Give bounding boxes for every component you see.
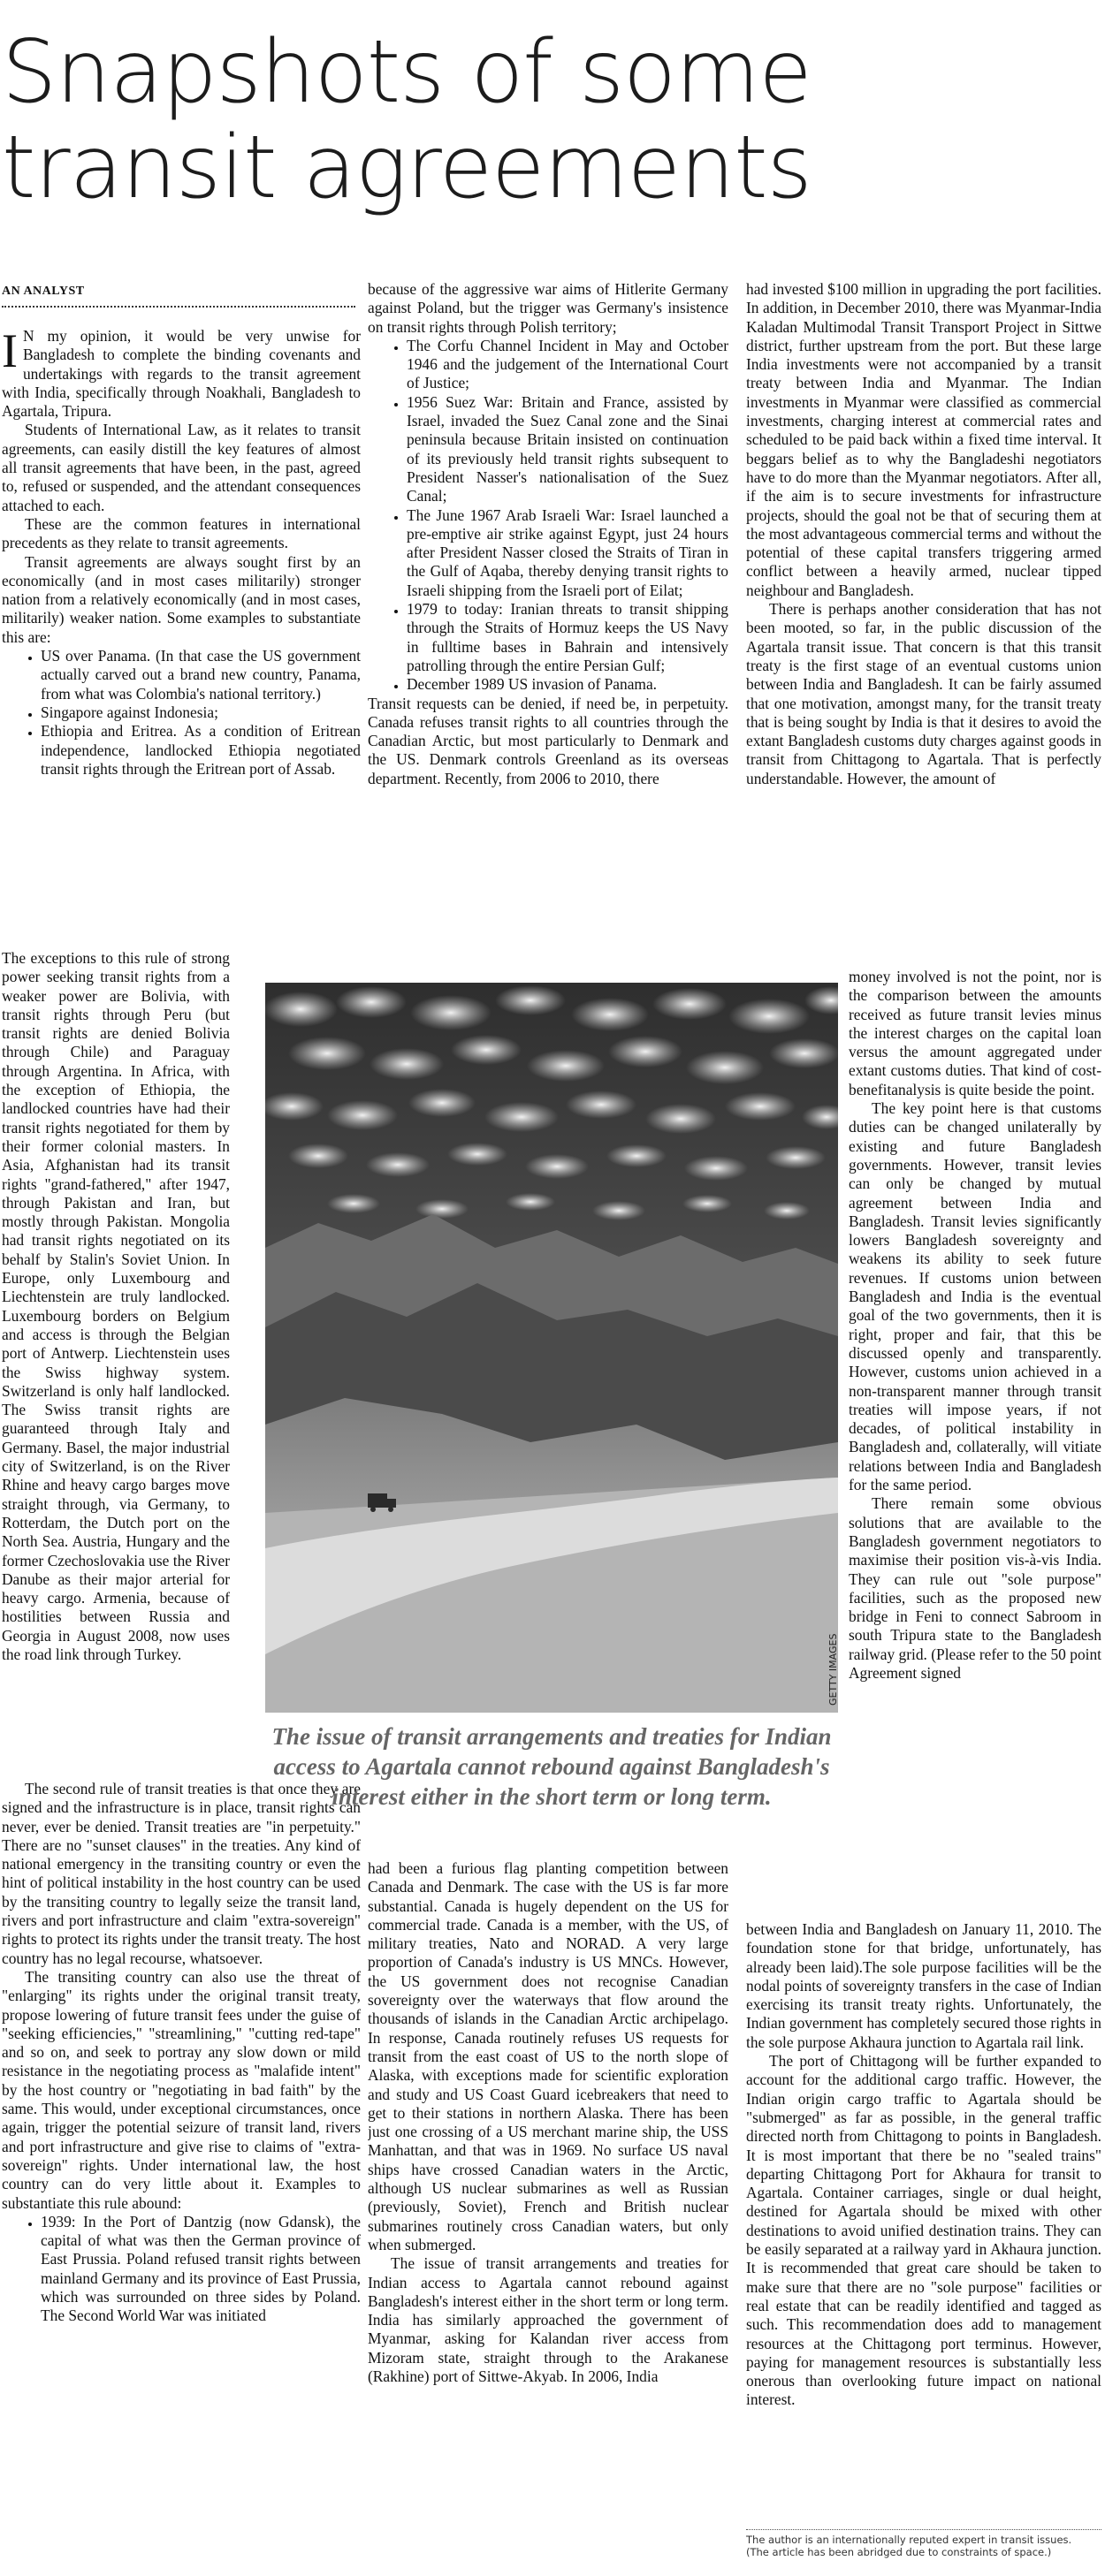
- headline: Snapshots of some transit agreements: [2, 22, 812, 218]
- paragraph: had been a furious flag planting competition between Canada and Denmark. The case with the US is far more substantial. Canada is hugely dependent on the US for commercial trade. Canada is a member, with the US, of military treaties, Nato and NORAD. A very large proportion of Canada's industry is US MNCs. However, the US government does not recognise Canadian sovereignty over the waterways that flow around the thousands of islands in the Canadian Arctic archipelago. In response, Canada routinely refuses US requests for transit from the east coast of US to the north slope of Alaska, with exceptions made for scientific exploration and study and US Coast Guard icebreakers that need to get to their stations in northern Alaska. There has been just one crossing of a US merchant marine ship, the USS Manhattan, and that was in 1969. No surface US naval ships have crossed Canadian waters in the Arctic, although US nuclear submarines as well as Russian (previously, Soviet), French and British nuclear submarines routinely cross Canadian waters, but only when submerged.: [368, 1859, 728, 2253]
- column-3-middle: [849, 968, 1101, 1920]
- column-3-top: [746, 280, 1101, 968]
- paragraph: The second rule of transit treaties is that once they are signed and the infrastructure is in place, transit rights can never, ever be denied. Transit treaties are "in perpetuity." There are no "sunset clauses" in the treaties. Any kind of national emergency in the transiting country or even the hint of political instability in the host country can be used by the transiting country to legally seize the transit land, rivers and port infrastructure and claim "extra-sovereign" rights to protect its rights under the transit treaty. The host country has no legal recourse, whatsoever.: [2, 1780, 361, 1967]
- abridged-note-line: (The article has been abridged due to constraints of space.): [746, 2546, 1052, 2558]
- paragraph: because of the aggressive war aims of Hitlerite Germany against Poland, but the trigger was Germany's insistence on transit rights through Polish territory;: [368, 280, 728, 336]
- paragraph: Transit agreements are always sought first by an economically (and in most cases militarily) stronger nation from a relatively economically (and in most cases, militarily) weaker nation. Some examples to substantiate this are:: [2, 552, 361, 646]
- list-item: • Singapore against Indonesia;: [41, 703, 361, 722]
- column-1-middle: [2, 949, 230, 1780]
- paragraph: The issue of transit arrangements and treaties for Indian access to Agartala cannot rebound against Bangladesh's interest either in the short term or long term. India has similarly approached the government of Myanmar, asking for Kalandan river access from Mizoram state, straight through to the Arakanese (Rakhine) port of Sittwe-Akyab. In 2006, India: [368, 2254, 728, 2386]
- paragraph: [2, 327, 361, 421]
- paragraph: There is perhaps another consideration that has not been mooted, so far, in the public discussion of the Agartala transit issue. That concern is that this transit treaty is the first stage of an eventual customs union between India and Bangladesh. It can be fairly assumed that one motivation, amongst many, for the transit treaty that is being sought by India is that it desires to avoid the extant Bangladesh customs duty charges against goods in transit from Chittagong to Agartala. That is perfectly understandable. However, the amount of: [746, 600, 1101, 787]
- bullet-list: [2, 647, 361, 779]
- list-item: • December 1989 US invasion of Panama.: [407, 675, 728, 694]
- paragraph: between India and Bangladesh on January 11, 2010. The foundation stone for that bridge, unfortunately, has already been laid).The sole purpose facilities will be the nodal points of sovereignty transfers in the case of Indian exercising its transit treaty rights. Unfortunately, the Indian government has completely secured those rights in the sole purpose Akhaura junction to Agartala rail link.: [746, 1920, 1101, 2051]
- author-note-line: The author is an internationally reputed expert in transit issues.: [746, 2534, 1072, 2546]
- paragraph: had invested $100 million in upgrading the port facilities. In addition, in December 2010, there was Myanmar-India Kaladan Multimodal Transit Transport Project in Sittwe district, further upstream from the port. But these large India investments were not accompanied by a transit treaty between India and Myanmar. The Indian investments in Myanmar were classified as commercial investments, charging interest at commercial rates and scheduled to be paid back within a fixed time interval. It beggars belief as to why the Bangladeshi negotiators have to do more than the Myanmar negotiators. After all, if the aim is to secure investments for infrastructure projects, should the goal not be that of securing them at the most advantageous commercial terms and without the potential of these capital transfers triggering armed conflict between a heavily armed, nuclear tipped neighbour and Bangladesh.: [746, 280, 1101, 599]
- list-item: • US over Panama. (In that case the US government actually carved out a brand new country, Panama, from what was Colombia's national territory.): [41, 647, 361, 703]
- author-note: [746, 2529, 1101, 2558]
- list-item: • 1939: In the Port of Dantzig (now Gdansk), the capital of what was then the German province of East Prussia. Poland refused transit rights between mainland Germany and its province of East Prussia, which was surrounded on three sides by Poland. The Second World War was initiated: [41, 2213, 361, 2326]
- column-1-top: [2, 327, 361, 947]
- list-item: • The June 1967 Arab Israeli War: Israel launched a pre-emptive air strike against Egypt, just 24 hours after President Nasser closed the Straits of Tiran in the Gulf of Aqaba, thereby denying transit rights to Israeli shipping from the Israeli port of Eilat;: [407, 506, 728, 600]
- column-3-bottom: [746, 1920, 1101, 2519]
- paragraph: money involved is not the point, nor is the comparison between the amounts received as future transit levies minus the interest charges on the capital loan versus the amount aggregated under extant customs duties. That kind of cost-benefitanalysis is quite beside the point.: [849, 968, 1101, 1098]
- column-2-top: [368, 280, 728, 961]
- paragraph: The transiting country can also use the threat of "enlarging" its rights under the original transit treaty, propose lowering of future transit fees under the guise of "seeking efficiencies," "streamlining," "cutting red-tape" and so on, and seek to portray any slow down or mild resistance in the negotiating process as "malafide intent" by the host country or "negotiating in bad faith" by the same. This would, under exceptional circumstances, once again, trigger the potential seizure of transit land, rivers and port infrastructure and give rise to claims of "extra-sovereign" rights. Under international law, the host country can do very little about it. Examples to substantiate this rule abound:: [2, 1967, 361, 2212]
- paragraph: The exceptions to this rule of strong power seeking transit rights from a weaker power are Bolivia, with transit rights through Peru (but transit rights are denied Bolivia through Chile) and Paraguay through Argentina. In Africa, with the exception of Ethiopia, the landlocked countries have had their transit rights negotiated for them by their former colonial masters. In Asia, Afghanistan had its transit rights "grand-fathered," after 1947, through Pakistan and Iran, but mostly through Pakistan. Mongolia had transit rights negotiated on its behalf by Stalin's Soviet Union. In Europe, only Luxembourg and Liechtenstein are truly landlocked. Luxembourg borders on Belgium and access is through the Belgian port of Antwerp. Liechtenstein uses the Swiss highway system. Switzerland is only half landlocked. The Swiss transit rights are guaranteed through Italy and Germany. Basel, the major industrial city of Switzerland, is on the River Rhine and heavy cargo barges move straight through, via Germany, to Rotterdam, the Dutch port on the North Sea. Austria, Hungary and the former Czechoslovakia use the River Danube as their major arterial for heavy cargo. Armenia, because of hostilities between Russia and Georgia in August 2008, now uses the road link through Turkey.: [2, 949, 230, 1663]
- list-item: • 1956 Suez War: Britain and France, assisted by Israel, invaded the Suez Canal zone and the Sinai peninsula because Britain insisted on continuation of its previously held transit rights subsequent to President Nasser's nationalisation of the Suez Canal;: [407, 393, 728, 506]
- paragraph: There remain some obvious solutions that are available to the Bangladesh government negotiators to maximise their position vis-à-vis India. They can rule out "sole purpose" facilities, such as the proposed new bridge in Feni to connect Sabroom in south Tripura state to the Bangladesh railway grid. (Please refer to the 50 point Agreement signed: [849, 1494, 1101, 1682]
- paragraph: Students of International Law, as it relates to transit agreements, can easily distill the key features of almost all transit agreements that have been, in the past, agreed to, refused or suspended, and the attendant consequences attached to each.: [2, 421, 361, 514]
- bullet-list: [2, 2213, 361, 2326]
- paragraph-text: N my opinion, it would be very unwise for Bangladesh to complete the binding covenants and undertakings with regards to the transit agreement with India, specifically through Noakhali, Bangladesh to Agartala, Tripura.: [2, 327, 361, 421]
- byline: AN ANALYST: [2, 285, 355, 308]
- landscape-photo: [265, 983, 838, 1713]
- bullet-list: [368, 337, 728, 695]
- dropcap: I: [2, 327, 18, 377]
- photo-credit: GETTY IMAGES: [827, 1633, 839, 1706]
- list-item: • The Corfu Channel Incident in May and October 1946 and the judgement of the International Court of Justice;: [407, 337, 728, 393]
- road-landscape-image: [265, 983, 838, 1713]
- list-item: • Ethiopia and Eritrea. As a condition of Eritrean independence, landlocked Ethiopia negotiated transit rights through the Eritrean port of Assab.: [41, 722, 361, 779]
- paragraph: Transit requests can be denied, if need be, in perpetuity. Canada refuses transit rights to all countries through the Canadian Arctic, but most particularly to Denmark and the US. Denmark controls Greenland as its overseas department. Recently, from 2006 to 2010, there: [368, 694, 728, 787]
- paragraph: The key point here is that customs duties can be changed unilaterally by existing and future Bangladesh governments. However, transit levies can only be changed by mutual agreement between India and Bangladesh. Transit levies significantly lowers Bangladesh sovereignty and weakens its ability to seek future revenues. If customs union between Bangladesh and India is the eventual goal of the two governments, then it is right, proper and fair, that this be discussed openly and transparently. However, customs union achieved in a non-transparent manner through transit treaties will impose years, if not decades, of political instability in Bangladesh and, collaterally, will vitiate relations between India and Bangladesh for the same period.: [849, 1099, 1101, 1494]
- list-item: • 1979 to today: Iranian threats to transit shipping through the Straits of Hormuz keeps the US Navy in fulltime bases in Bahrain and intensively patrolling through the entire Persian Gulf;: [407, 600, 728, 675]
- paragraph: The port of Chittagong will be further expanded to account for the additional cargo traffic. However, the Indian origin cargo traffic to Agartala should be "submerged" as far as possible, in the general traffic directed north from Chittagong to points in Bangladesh. It is most important that there be no "sealed trains" departing Chittagong Port for Akhaura for transit to Agartala. Container carriages, single or dual height, destined for Agartala should be mixed with other destinations to avoid unified destination trains. They can be easily separated at a railway yard in Akhaura junction. It is recommended that great care should be taken to make sure that there are no "sole purpose" facilities or real estate that can be readily identified and tagged as such. This recommendation does add to management resources at the Chittagong port terminus. However, paying for management resources is substantially less onerous than overlooking future impact on national interest.: [746, 2052, 1101, 2409]
- column-1-bottom: [2, 1780, 361, 2566]
- pull-quote: The issue of transit arrangements and treaties for Indian access to Agartala cannot rebound against Bangladesh's interest either in the short term or long term.: [271, 1723, 832, 1810]
- paragraph: These are the common features in international precedents as they relate to transit agreements.: [2, 514, 361, 552]
- column-2-bottom: [368, 1859, 728, 2566]
